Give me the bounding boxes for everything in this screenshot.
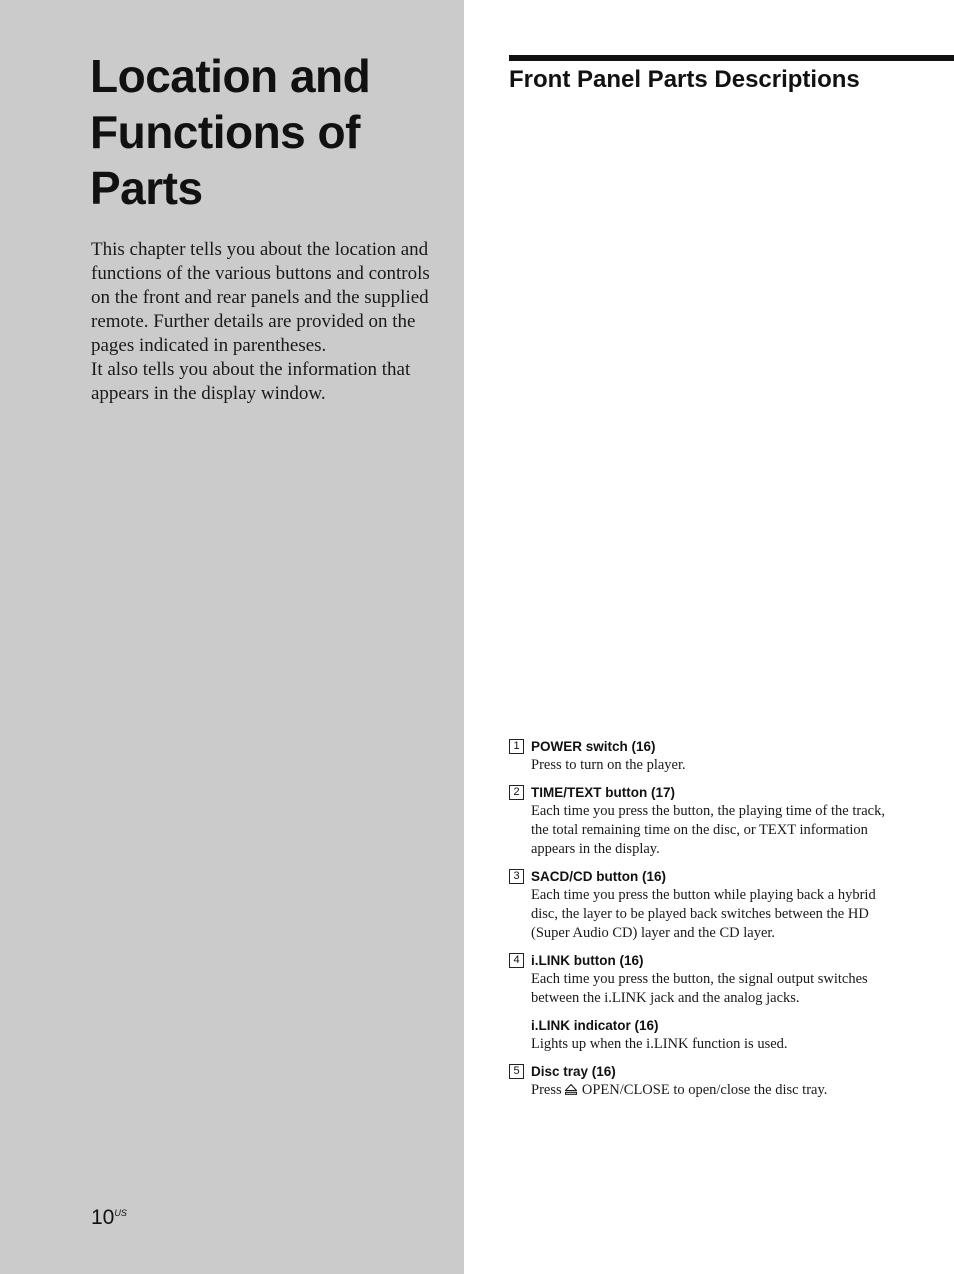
part-title: TIME/TEXT button (17) bbox=[531, 785, 675, 800]
page-number-value: 10 bbox=[91, 1206, 115, 1229]
part-description bbox=[531, 1081, 889, 1100]
part-item bbox=[509, 951, 889, 1054]
part-description: Each time you press the button while playing back a hybrid disc, the layer to be played back switches between the HD (Super Audio CD) layer and the CD layer. bbox=[531, 887, 876, 941]
part-description: Each time you press the button, the playing time of the track, the total remaining time on the disc, or TEXT information appears in the display. bbox=[531, 803, 885, 857]
eject-icon bbox=[565, 1082, 577, 1093]
part-number: 5 bbox=[509, 1064, 524, 1079]
part-item bbox=[509, 783, 889, 859]
intro-paragraph: This chapter tells you about the location and functions of the various buttons and controls on the front and rear panels and the supplied remote. Further details are provided on the pages indicated in parentheses. bbox=[91, 239, 430, 356]
intro-paragraph: It also tells you about the information that appears in the display window. bbox=[91, 359, 411, 404]
part-item bbox=[509, 737, 889, 775]
part-number: 1 bbox=[509, 739, 524, 754]
part-title: Disc tray (16) bbox=[531, 1064, 616, 1079]
chapter-sidebar bbox=[0, 0, 464, 1274]
part-number: 3 bbox=[509, 869, 524, 884]
part-item bbox=[509, 1062, 889, 1100]
part-description: Press to turn on the player. bbox=[531, 757, 686, 773]
part-description-text: OPEN/CLOSE to open/close the disc tray. bbox=[581, 1082, 828, 1098]
part-sub-item bbox=[531, 1016, 889, 1054]
chapter-title: Location and Functions of Parts bbox=[90, 50, 371, 214]
part-title: POWER switch (16) bbox=[531, 739, 656, 754]
part-sub-description: Lights up when the i.LINK function is used. bbox=[531, 1036, 788, 1052]
part-description: Each time you press the button, the signal output switches between the i.LINK jack and the analog jacks. bbox=[531, 971, 868, 1006]
section-title: Front Panel Parts Descriptions bbox=[509, 66, 860, 93]
part-number: 4 bbox=[509, 953, 524, 968]
chapter-intro bbox=[91, 238, 431, 406]
page-number-suffix: US bbox=[114, 1208, 127, 1218]
parts-list bbox=[509, 737, 889, 1108]
part-title: SACD/CD button (16) bbox=[531, 869, 666, 884]
part-item bbox=[509, 867, 889, 943]
part-sub-title: i.LINK indicator (16) bbox=[531, 1018, 659, 1033]
section-rule bbox=[509, 55, 954, 61]
part-number: 2 bbox=[509, 785, 524, 800]
part-title: i.LINK button (16) bbox=[531, 953, 644, 968]
page-number bbox=[91, 1206, 127, 1230]
part-description-prefix: Press bbox=[531, 1082, 562, 1098]
